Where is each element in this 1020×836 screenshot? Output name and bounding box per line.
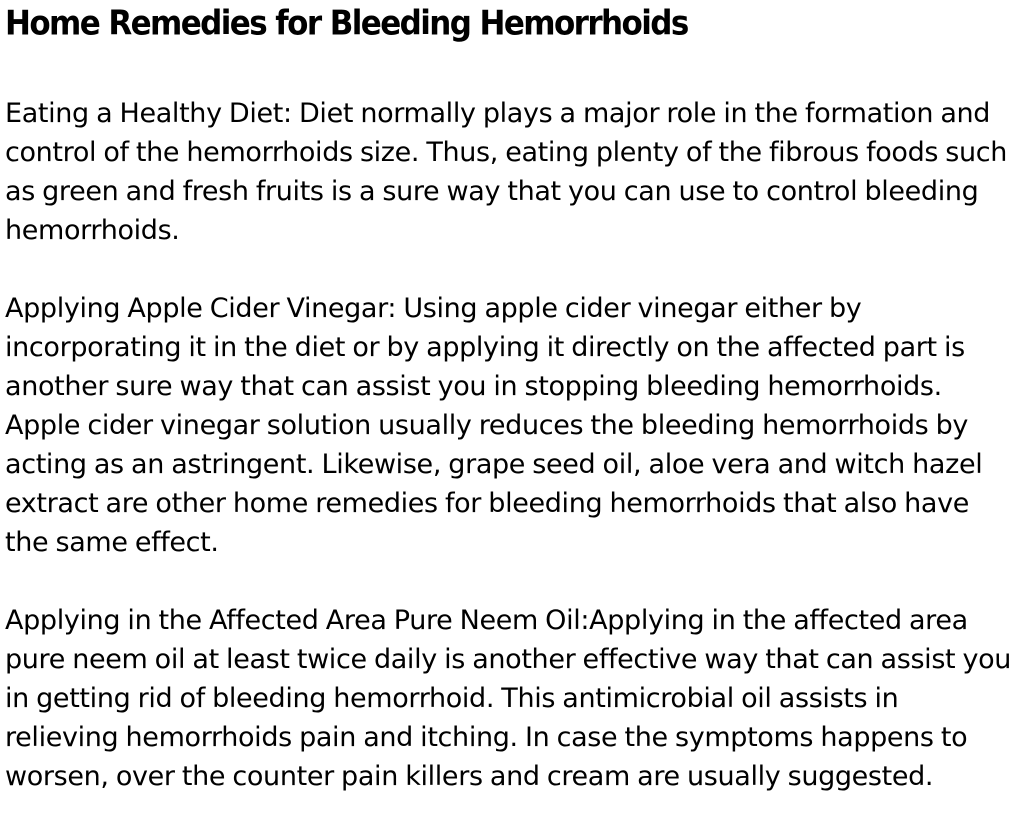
paragraph-apple-cider-vinegar: Applying Apple Cider Vinegar: Using apple cider vinegar either by incorporating it in the diet or by applying it directly on the affected part is another sure way that can assist you in stopping bleeding hemorrhoids. Apple cider vinegar solution usually reduces the bleeding hemorrhoids by acting as an astringent. Likewise, grape seed oil, aloe vera and witch hazel extract are other home remedies for bleeding hemorrhoids that also have the same effect.: [5, 293, 983, 558]
page-title: Home Remedies for Bleeding Hemorrhoids: [5, 4, 688, 44]
paragraph-neem-oil: Applying in the Affected Area Pure Neem Oil:Applying in the affected area pure neem oil at least twice daily is another effective way that can assist you in getting rid of bleeding hemorrhoid. This antimicrobial oil assists in relieving hemorrhoids pain and itching. In case the symptoms happens to worsen, over the counter pain killers and cream are usually suggested.: [5, 605, 1012, 792]
document-page: [5, 0, 1017, 796]
paragraph-healthy-diet: Eating a Healthy Diet: Diet normally plays a major role in the formation and control of the hemorrhoids size. Thus, eating plenty of the fibrous foods such as green and fresh fruits is a sure way that you can use to control bleeding hemorrhoids.: [5, 98, 1008, 246]
